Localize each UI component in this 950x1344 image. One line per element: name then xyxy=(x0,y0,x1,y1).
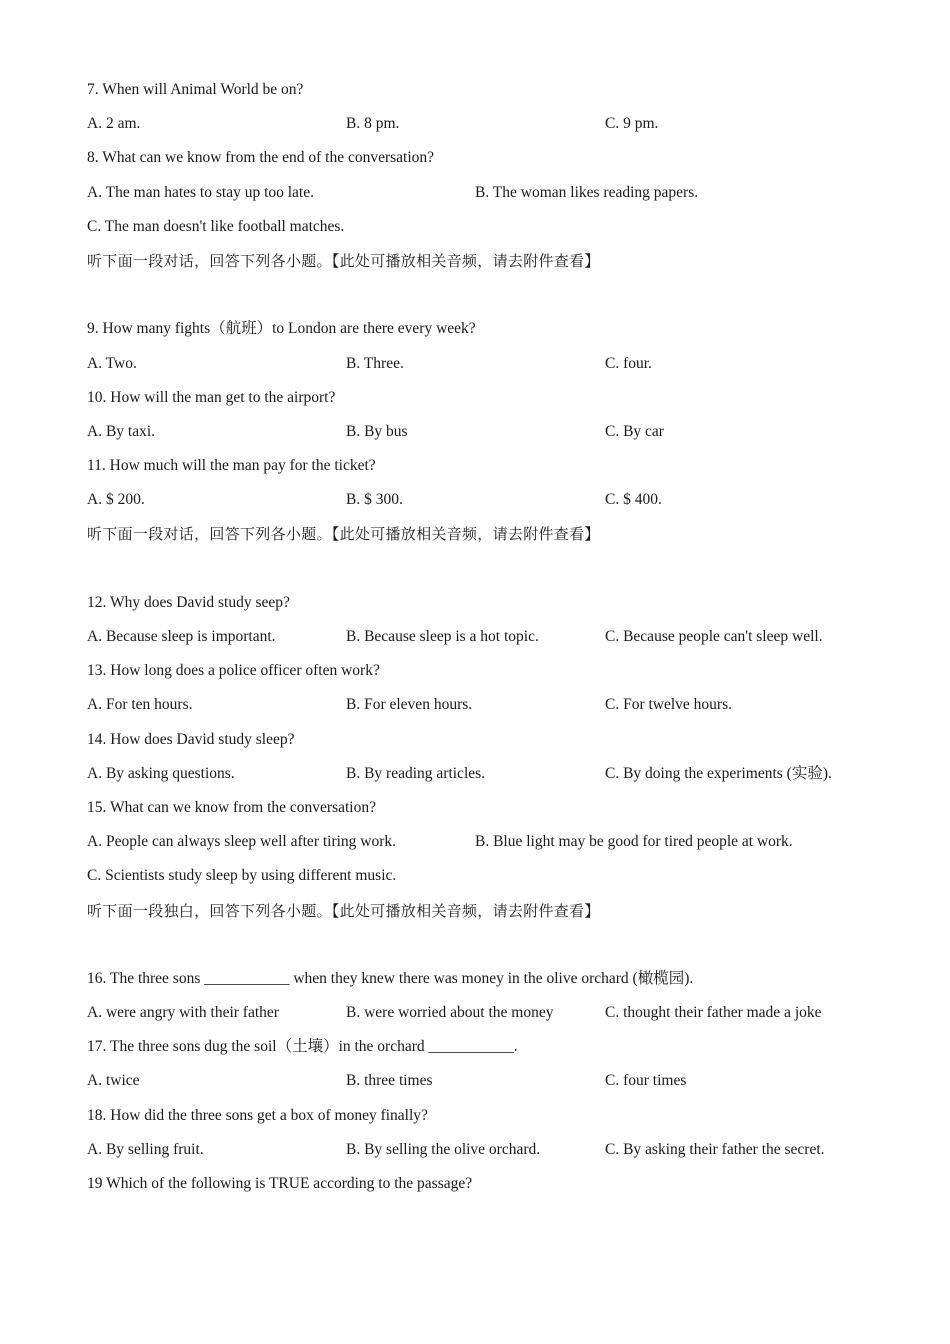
question-8-option-b: B. The woman likes reading papers. xyxy=(475,183,699,201)
question-12-option-b: B. Because sleep is a hot topic. xyxy=(346,628,539,645)
question-15-options-row1 xyxy=(87,831,877,865)
question-18-option-c: C. By asking their father the secret. xyxy=(605,1140,825,1158)
question-14-option-b: B. By reading articles. xyxy=(346,764,486,782)
question-9-stem: 9. How many fights（航班）to London are there every week? xyxy=(87,320,476,338)
question-14-options xyxy=(87,763,877,797)
question-15-option-c: C. Scientists study sleep by using different music. xyxy=(87,867,397,885)
question-15-option-a: A. People can always sleep well after tiring work. xyxy=(87,833,397,851)
question-16-options xyxy=(87,1002,877,1036)
section-spacer xyxy=(87,558,877,592)
question-18-option-a: A. By selling fruit. xyxy=(87,1140,204,1158)
question-18-option-b: B. By selling the olive orchard. xyxy=(346,1140,541,1158)
question-17-option-c: C. four times xyxy=(605,1072,687,1090)
question-13-stem: 13. How long does a police officer often work? xyxy=(87,662,380,680)
question-10-stem: 10. How will the man get to the airport? xyxy=(87,388,336,406)
question-10-option-a: A. By taxi. xyxy=(87,422,156,440)
section-spacer xyxy=(87,934,877,968)
question-9-option-c: C. four. xyxy=(605,354,652,372)
question-16-option-b: B. were worried about the money xyxy=(346,1004,554,1022)
question-11-options xyxy=(87,489,877,523)
section-instruction-2: 听下面一段对话，回答下列各小题。【此处可播放相关音频，请去附件查看】 xyxy=(87,525,600,544)
question-17-option-b: B. three times xyxy=(346,1072,433,1090)
question-8-option-a: A. The man hates to stay up too late. xyxy=(87,183,314,201)
question-8-stem: 8. What can we know from the end of the conversation? xyxy=(87,149,435,167)
question-11-stem: 11. How much will the man pay for the ticket? xyxy=(87,457,376,475)
question-16-option-c: C. thought their father made a joke xyxy=(605,1004,822,1022)
question-16-option-a: A. were angry with their father xyxy=(87,1004,279,1022)
question-12-option-c: C. Because people can't sleep well. xyxy=(605,628,823,645)
question-11-option-c: C. $ 400. xyxy=(605,491,662,509)
question-10-options xyxy=(87,421,877,455)
question-10-option-b: B. By bus xyxy=(346,422,408,440)
question-8-options-row1 xyxy=(87,182,877,216)
section-instruction-3: 听下面一段独白，回答下列各小题。【此处可播放相关音频，请去附件查看】 xyxy=(87,901,600,920)
question-10-option-c: C. By car xyxy=(605,422,664,440)
question-18-stem: 18. How did the three sons get a box of money finally? xyxy=(87,1106,428,1124)
question-17-options xyxy=(87,1070,877,1104)
question-16-stem: 16. The three sons ___________ when they knew there was money in the olive orchard (橄榄园). xyxy=(87,969,694,987)
question-7-options xyxy=(87,113,877,147)
question-13-option-b: B. For eleven hours. xyxy=(346,696,473,714)
question-7-stem: 7. When will Animal World be on? xyxy=(87,81,304,98)
question-13-option-a: A. For ten hours. xyxy=(87,696,193,714)
question-17-option-a: A. twice xyxy=(87,1072,140,1090)
question-page xyxy=(87,79,877,1207)
question-14-option-a: A. By asking questions. xyxy=(87,764,235,782)
question-12-options xyxy=(87,626,877,660)
question-9-options xyxy=(87,353,877,387)
question-18-options xyxy=(87,1139,877,1173)
question-7-option-b: B. 8 pm. xyxy=(346,115,400,133)
question-12-stem: 12. Why does David study seep? xyxy=(87,593,290,611)
question-14-stem: 14. How does David study sleep? xyxy=(87,730,295,748)
question-9-option-b: B. Three. xyxy=(346,354,404,372)
question-7-option-c: C. 9 pm. xyxy=(605,115,659,133)
question-19-stem: 19 Which of the following is TRUE according to the passage? xyxy=(87,1175,473,1192)
question-9-option-a: A. Two. xyxy=(87,354,137,372)
question-14-option-c: C. By doing the experiments (实验). xyxy=(605,764,832,782)
section-instruction-1: 听下面一段对话，回答下列各小题。【此处可播放相关音频，请去附件查看】 xyxy=(87,251,600,270)
question-15-option-b: B. Blue light may be good for tired people at work. xyxy=(475,833,793,851)
question-13-option-c: C. For twelve hours. xyxy=(605,696,733,714)
section-spacer xyxy=(87,284,877,318)
question-17-stem: 17. The three sons dug the soil（土壤）in the orchard ___________. xyxy=(87,1038,518,1056)
question-11-option-a: A. $ 200. xyxy=(87,491,145,509)
question-12-option-a: A. Because sleep is important. xyxy=(87,628,276,645)
question-11-option-b: B. $ 300. xyxy=(346,491,403,509)
question-7-option-a: A. 2 am. xyxy=(87,115,141,133)
question-13-options xyxy=(87,694,877,728)
question-8-option-c: C. The man doesn't like football matches. xyxy=(87,217,345,235)
question-15-stem: 15. What can we know from the conversation? xyxy=(87,798,376,816)
